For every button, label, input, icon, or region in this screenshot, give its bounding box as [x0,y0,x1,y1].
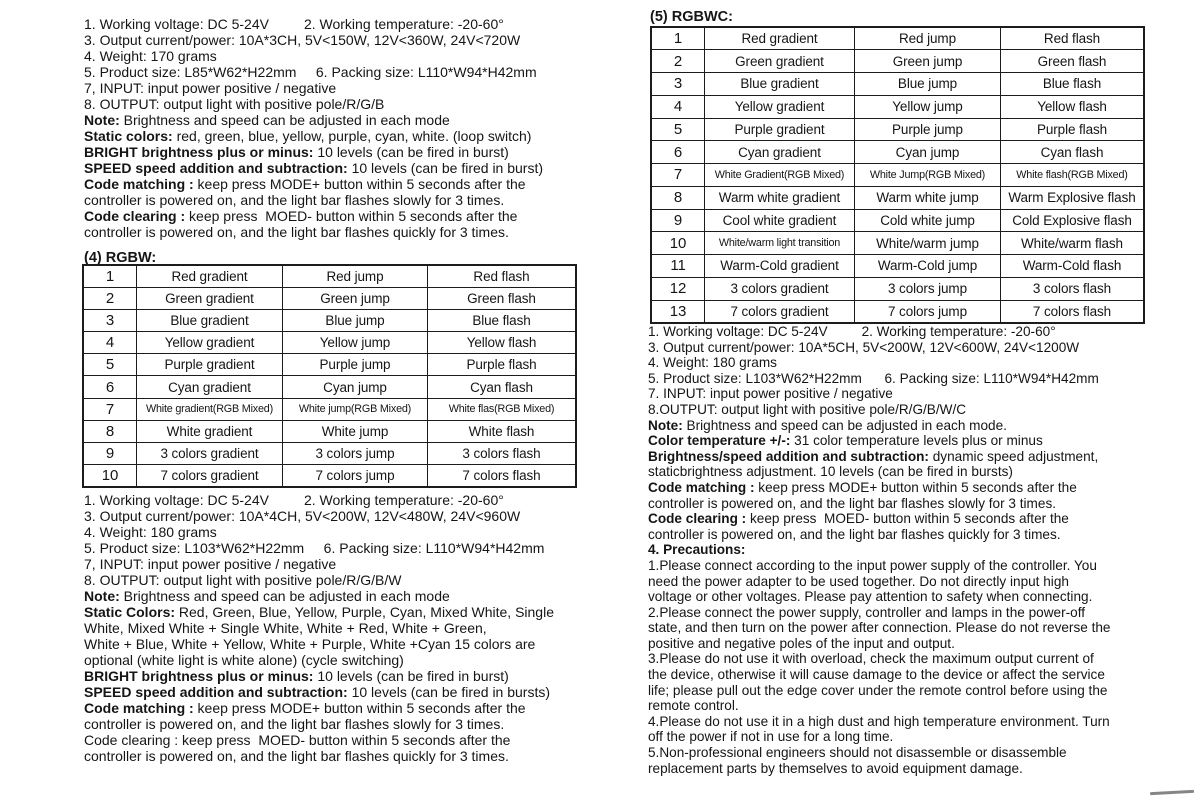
mode-cell: Yellow jump [283,332,428,354]
body-text: keep press MOED- button within 5 seconds after the [185,208,518,224]
mode-cell: 7 colors flash [428,465,577,487]
text-line [84,112,606,128]
text-line [648,449,1196,465]
body-text: staticbrightness adjustment. 10 levels (can be fired in bursts) [648,464,1013,480]
body-text: 4. Weight: 170 grams [84,48,217,64]
table-row [651,73,1144,96]
row-number-cell: 5 [651,118,705,141]
row-number-cell: 2 [651,50,705,73]
text-line [648,729,1196,745]
body-text: 1. Working voltage: DC 5-24V 2. Working temperature: -20-60° [84,16,504,32]
table-row [651,186,1144,209]
body-text: 7. INPUT: input power positive / negative [648,386,893,402]
bold-text: SPEED speed addition and subtraction: [84,160,348,176]
text-line [648,558,1196,574]
mode-cell: White gradient [137,420,283,442]
row-number-cell: 12 [651,277,705,300]
body-text: 4. Weight: 180 grams [648,355,777,371]
mode-cell: White flas(RGB Mixed) [428,398,577,420]
table-row [651,27,1144,50]
body-text: Red, Green, Blue, Yellow, Purple, Cyan, Mixed White, Single [175,604,554,620]
mode-cell: Blue jump [283,309,428,331]
mode-cell: White gradient(RGB Mixed) [137,398,283,420]
mode-cell: Yellow flash [428,332,577,354]
text-line [84,524,614,540]
mode-cell: Warm-Cold gradient [705,255,855,278]
mode-cell: Cyan flash [1001,141,1145,164]
text-line [648,698,1196,714]
table-row [83,376,576,398]
body-text: White + Blue, White + Yellow, White + Purple, White +Cyan 15 colors are [84,636,536,652]
mode-cell: White jump(RGB Mixed) [283,398,428,420]
body-text: 3.Please do not use it with overload, check the maximum output current of [648,651,1094,667]
mode-cell: 3 colors jump [855,277,1001,300]
mode-cell: Yellow flash [1001,95,1145,118]
bold-text: Code clearing : [648,511,747,527]
mode-cell: Cyan jump [283,376,428,398]
body-text: replacement parts by themselves to avoid equipment damage. [648,760,1023,776]
row-number-cell: 5 [83,354,137,376]
text-line [648,340,1196,356]
table-row [651,141,1144,164]
bold-text: 4. Precautions: [648,542,746,558]
bold-text: BRIGHT brightness plus or minus: [84,668,314,684]
text-line [84,684,614,700]
bold-text: SPEED speed addition and subtraction: [84,684,348,700]
mode-cell: 7 colors jump [283,465,428,487]
text-line [84,492,614,508]
body-text: Brightness and speed can be adjusted in each mode. [682,417,1007,433]
mode-cell: Red flash [428,265,577,287]
mode-cell: 7 colors jump [855,300,1001,323]
table-row [83,332,576,354]
row-number-cell: 10 [83,465,137,487]
row-number-cell: 8 [651,186,705,209]
mode-cell: Red gradient [705,27,855,50]
body-text: Code clearing : keep press MOED- button within 5 seconds after the [84,732,511,748]
body-text: 4. Weight: 180 grams [84,524,217,540]
rgbw-mode-table [82,264,577,488]
body-text: controller is powered on, and the light bar flashes slowly for 3 times. [84,192,505,208]
mode-cell: White/warm jump [855,232,1001,255]
text-line [84,192,606,208]
body-text: remote control. [648,698,739,714]
mode-cell: Purple gradient [137,354,283,376]
text-line [648,402,1196,418]
mode-cell: Green gradient [137,287,283,309]
body-text: 10 levels (can be fired in burst) [313,668,509,684]
row-number-cell: 6 [651,141,705,164]
text-line [648,433,1196,449]
body-text: 10 levels (can be fired in bursts) [347,684,551,700]
bold-text: BRIGHT brightness plus or minus: [84,144,314,160]
rgbwc-table-body [651,27,1144,323]
row-number-cell: 3 [83,309,137,331]
text-line [648,324,1196,340]
body-text: 1. Working voltage: DC 5-24V 2. Working temperature: -20-60° [648,324,1056,339]
table-row [651,277,1144,300]
mode-cell: 3 colors jump [283,443,428,465]
mode-cell: White flash(RGB Mixed) [1001,164,1145,187]
mode-cell: White Jump(RGB Mixed) [855,164,1001,187]
table-row [83,354,576,376]
body-text: 8. OUTPUT: output light with positive pole/R/G/B [84,96,385,112]
row-number-cell: 11 [651,255,705,278]
mode-cell: 3 colors flash [1001,277,1145,300]
body-text: White, Mixed White + Single White, White + Red, White + Green, [84,620,487,636]
mode-cell: 7 colors flash [1001,300,1145,323]
bold-text: Color temperature +/-: [648,433,791,449]
text-line [84,540,614,556]
text-line [648,620,1196,636]
row-number-cell: 13 [651,300,705,323]
table-row [83,287,576,309]
text-line [84,32,606,48]
scan-artifact [1150,790,1194,795]
table-row [83,309,576,331]
body-text: 5. Product size: L85*W62*H22mm 6. Packing size: L110*W94*H42mm [84,64,537,80]
body-text: 5.Non-professional engineers should not disassemble or disassemble [648,745,1067,761]
body-text: 8. OUTPUT: output light with positive pole/R/G/B/W [84,572,402,588]
text-line [84,80,606,96]
table-row [651,232,1144,255]
text-line [84,652,614,668]
body-text: 8.OUTPUT: output light with positive pole/R/G/B/W/C [648,401,967,417]
body-text: 1.Please connect according to the input power supply of the controller. You [648,557,1097,573]
body-text: need the power adapter to be used together. Do not directly input high [648,573,1069,589]
bold-text: Code matching : [84,176,194,192]
body-text: red, green, blue, yellow, purple, cyan, white. (loop switch) [172,128,532,144]
table-row [651,209,1144,232]
mode-cell: White flash [428,420,577,442]
mode-cell: Cyan jump [855,141,1001,164]
text-line [84,16,606,32]
bold-text: Note: [648,417,683,433]
body-text: positive and negative poles of the input and output. [648,635,955,651]
row-number-cell: 8 [83,420,137,442]
mode-cell: Green jump [283,287,428,309]
text-line [648,527,1196,543]
text-line [84,572,614,588]
rgbwc-table-label: (5) RGBWC: [650,9,733,25]
body-text: keep press MODE+ button within 5 seconds after the [754,479,1077,495]
mode-cell: Warm white jump [855,186,1001,209]
row-number-cell: 10 [651,232,705,255]
body-text: 3. Output current/power: 10A*4CH, 5V<200W, 12V<480W, 24V<960W [84,508,521,524]
mode-cell: 7 colors gradient [705,300,855,323]
body-text: optional (white light is white alone) (cycle switching) [84,652,404,668]
text-line [84,508,614,524]
text-line [648,542,1196,558]
body-text: 1. Working voltage: DC 5-24V 2. Working temperature: -20-60° [84,492,504,508]
text-line [648,761,1196,777]
bold-text: Static colors: [84,128,173,144]
table-row [651,118,1144,141]
mode-cell: Yellow gradient [705,95,855,118]
spec-block-rgbwc-5ch [648,324,1196,776]
table-row [651,255,1144,278]
mode-cell: Yellow gradient [137,332,283,354]
body-text: Brightness and speed can be adjusted in each mode [119,588,450,604]
text-line [84,208,606,224]
text-line [84,176,606,192]
text-line [84,64,606,80]
mode-cell: Purple jump [283,354,428,376]
text-line [84,636,614,652]
text-line [648,605,1196,621]
body-text: controller is powered on, and the light bar flashes slowly for 3 times. [84,716,505,732]
body-text: life; please pull out the edge cover under the remote control before using the [648,682,1108,698]
bold-text: Static Colors: [84,604,176,620]
text-line [84,96,606,112]
table-row [83,265,576,287]
row-number-cell: 9 [83,443,137,465]
bold-text: Note: [84,112,120,128]
text-line [84,620,614,636]
mode-cell: Purple flash [1001,118,1145,141]
body-text: 31 color temperature levels plus or minus [790,433,1043,449]
mode-cell: Cyan gradient [705,141,855,164]
mode-cell: 7 colors gradient [137,465,283,487]
row-number-cell: 6 [83,376,137,398]
row-number-cell: 2 [83,287,137,309]
bold-text: Code matching : [648,479,755,495]
mode-cell: White/warm flash [1001,232,1145,255]
body-text: dynamic speed adjustment, [928,448,1099,464]
text-line [648,511,1196,527]
mode-cell: Blue flash [1001,73,1145,96]
mode-cell: White/warm light transition [705,232,855,255]
mode-cell: Red flash [1001,27,1145,50]
mode-cell: Warm white gradient [705,186,855,209]
body-text: 5. Product size: L103*W62*H22mm 6. Packing size: L110*W94*H42mm [648,370,1099,386]
mode-cell: Warm-Cold jump [855,255,1001,278]
text-line [648,464,1196,480]
mode-cell: Green jump [855,50,1001,73]
mode-cell: Blue gradient [137,309,283,331]
body-text: 3. Output current/power: 10A*5CH, 5V<200W, 12V<600W, 24V<1200W [648,339,1080,355]
mode-cell: Cool white gradient [705,209,855,232]
mode-cell: Green flash [1001,50,1145,73]
text-line [84,668,614,684]
bold-text: Brightness/speed addition and subtraction: [648,448,929,464]
text-line [84,700,614,716]
spec-block-rgb-3ch [84,16,606,240]
text-line [648,386,1196,402]
table-row [83,465,576,487]
text-line [648,496,1196,512]
body-text: off the power if not in use for a long time. [648,729,894,745]
bold-text: Note: [84,588,120,604]
bold-text: Code clearing : [84,208,186,224]
rgbw-table-label: (4) RGBW: [84,250,157,266]
text-line [648,355,1196,371]
text-line [648,418,1196,434]
body-text: voltage or other voltages. Please pay attention to safety when connecting. [648,589,1093,605]
table-row [83,443,576,465]
body-text: controller is powered on, and the light bar flashes quickly for 3 times. [84,224,509,240]
text-line [84,160,606,176]
text-line [648,667,1196,683]
mode-cell: Yellow jump [855,95,1001,118]
mode-cell: Purple jump [855,118,1001,141]
mode-cell: Cold white jump [855,209,1001,232]
body-text: keep press MOED- button within 5 seconds after the [746,511,1069,527]
mode-cell: Blue flash [428,309,577,331]
body-text: controller is powered on, and the light bar flashes quickly for 3 times. [84,748,509,764]
row-number-cell: 7 [83,398,137,420]
row-number-cell: 9 [651,209,705,232]
body-text: 7, INPUT: input power positive / negative [84,80,337,96]
body-text: keep press MODE+ button within 5 seconds after the [193,176,526,192]
bold-text: Code matching : [84,700,194,716]
text-line [648,651,1196,667]
row-number-cell: 7 [651,164,705,187]
mode-cell: 3 colors flash [428,443,577,465]
text-line [84,748,614,764]
table-row [83,398,576,420]
text-line [648,683,1196,699]
mode-cell: Cold Explosive flash [1001,209,1145,232]
mode-cell: 3 colors gradient [705,277,855,300]
spec-block-rgbw-4ch [84,492,614,764]
table-row [651,164,1144,187]
body-text: 10 levels (can be fired in burst) [313,144,509,160]
mode-cell: Red jump [855,27,1001,50]
mode-cell: Warm Explosive flash [1001,186,1145,209]
text-line [84,604,614,620]
mode-cell: White jump [283,420,428,442]
body-text: 10 levels (can be fired in burst) [347,160,544,176]
body-text: Brightness and speed can be adjusted in each mode [119,112,450,128]
mode-cell: Red gradient [137,265,283,287]
mode-cell: Green gradient [705,50,855,73]
text-line [648,371,1196,387]
text-line [648,589,1196,605]
text-line [84,128,606,144]
row-number-cell: 4 [83,332,137,354]
mode-cell: Purple gradient [705,118,855,141]
text-line [84,48,606,64]
row-number-cell: 1 [83,265,137,287]
text-line [648,714,1196,730]
row-number-cell: 3 [651,73,705,96]
mode-cell: 3 colors gradient [137,443,283,465]
text-line [84,556,614,572]
text-line [84,224,606,240]
body-text: the device, otherwise it will cause damage to the device or affect the service [648,667,1105,683]
text-line [648,636,1196,652]
text-line [84,588,614,604]
mode-cell: Green flash [428,287,577,309]
mode-cell: Blue gradient [705,73,855,96]
row-number-cell: 4 [651,95,705,118]
text-line [84,732,614,748]
mode-cell: Cyan gradient [137,376,283,398]
body-text: 2.Please connect the power supply, controller and lamps in the power-off [648,604,1086,620]
text-line [648,480,1196,496]
body-text: controller is powered on, and the light bar flashes quickly for 3 times. [648,526,1061,542]
body-text: 3. Output current/power: 10A*3CH, 5V<150W, 12V<360W, 24V<720W [84,32,521,48]
row-number-cell: 1 [651,27,705,50]
table-row [83,420,576,442]
rgbw-table-body [83,265,576,487]
body-text: 4.Please do not use it in a high dust and high temperature environment. Turn [648,713,1110,729]
body-text: keep press MODE+ button within 5 seconds after the [193,700,526,716]
mode-cell: Cyan flash [428,376,577,398]
mode-cell: Red jump [283,265,428,287]
text-line [84,144,606,160]
text-line [84,716,614,732]
mode-cell: Purple flash [428,354,577,376]
table-row [651,95,1144,118]
text-line [648,574,1196,590]
rgbwc-mode-table [650,26,1145,324]
body-text: controller is powered on, and the light bar flashes slowly for 3 times. [648,495,1057,511]
body-text: state, and then turn on the power after connection. Please do not reverse the [648,620,1111,636]
text-line [648,745,1196,761]
mode-cell: White Gradient(RGB Mixed) [705,164,855,187]
table-row [651,50,1144,73]
mode-cell: Blue jump [855,73,1001,96]
table-row [651,300,1144,323]
body-text: 7, INPUT: input power positive / negative [84,556,337,572]
body-text: 5. Product size: L103*W62*H22mm 6. Packing size: L110*W94*H42mm [84,540,545,556]
mode-cell: Warm-Cold flash [1001,255,1145,278]
